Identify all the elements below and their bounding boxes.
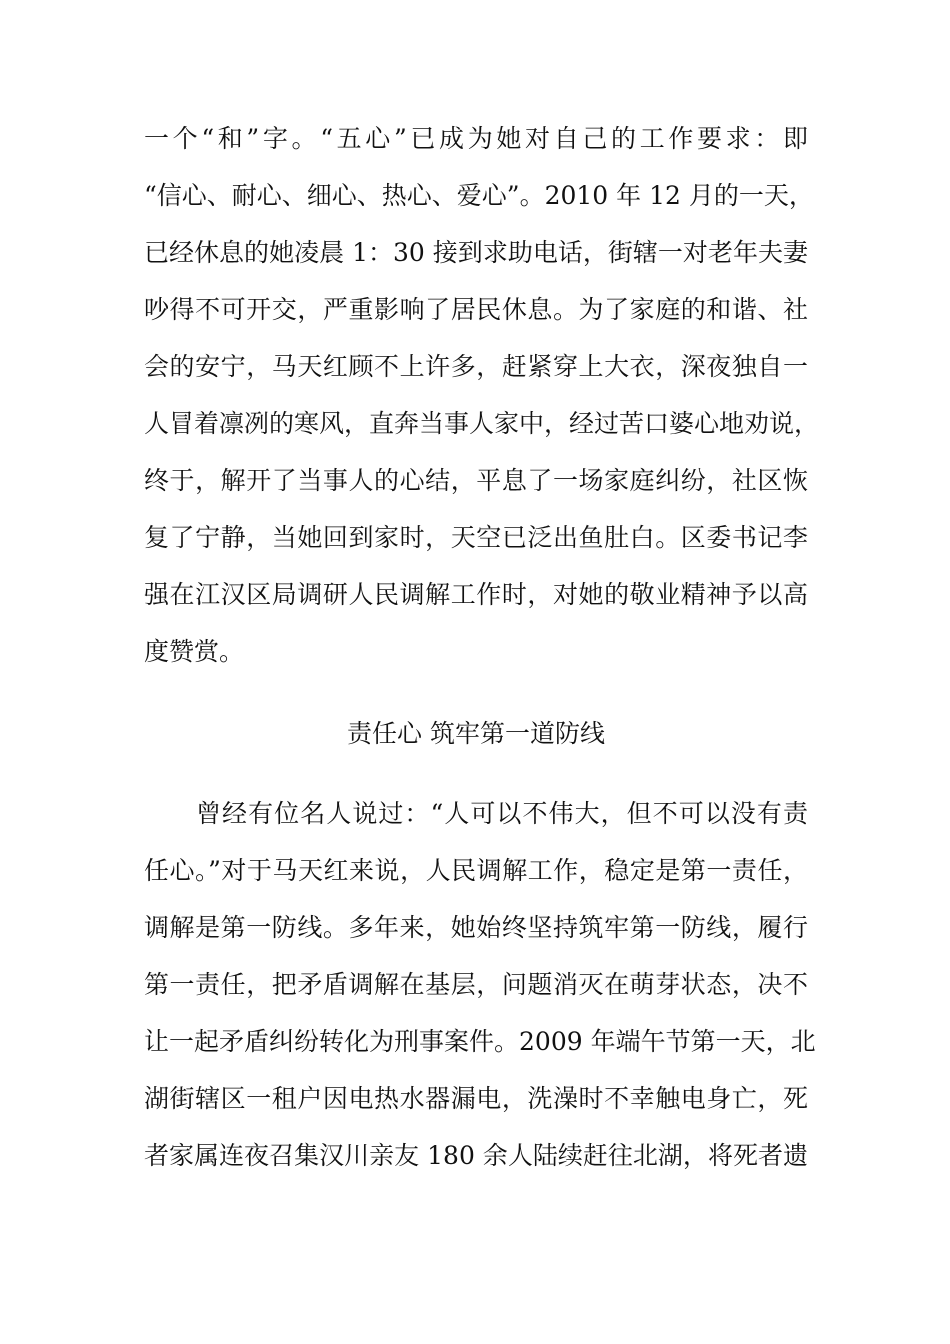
paragraph-2-line-4: 第一责任，把矛盾调解在基层，问题消灭在萌芽状态，决不 — [144, 970, 808, 999]
paragraph-1-line-3: 已经休息的她凌晨 1：30 接到求助电话，街辖一对老年夫妻 — [144, 238, 808, 267]
paragraph-2-line-2: 任心。”对于马天红来说，人民调解工作，稳定是第一责任， — [144, 856, 808, 885]
paragraph-2-line-6: 湖街辖区一租户因电热水器漏电，洗澡时不幸触电身亡，死 — [144, 1084, 808, 1113]
paragraph-1-line-10: 度赞赏。 — [144, 637, 245, 666]
section-heading: 责任心 筑牢第一道防线 — [347, 719, 605, 748]
paragraph-1-line-5: 会的安宁，马天红顾不上许多，赶紧穿上大衣，深夜独自一 — [144, 352, 808, 381]
paragraph-1-line-1: 一个“和”字。“五心”已成为她对自己的工作要求：即 — [144, 124, 808, 153]
paragraph-2-line-1: 曾经有位名人说过：“人可以不伟大，但不可以没有责 — [196, 799, 808, 828]
paragraph-1-line-6: 人冒着凛冽的寒风，直奔当事人家中，经过苦口婆心地劝说， — [144, 409, 820, 438]
paragraph-1-line-9: 强在江汉区局调研人民调解工作时，对她的敬业精神予以高 — [144, 580, 808, 609]
paragraph-1-line-4: 吵得不可开交，严重影响了居民休息。为了家庭的和谐、社 — [144, 295, 808, 324]
paragraph-1-line-2: “信心、耐心、细心、热心、爱心”。2010 年 12 月的一天， — [144, 181, 814, 210]
paragraph-1-line-8: 复了宁静，当她回到家时，天空已泛出鱼肚白。区委书记李 — [144, 523, 808, 552]
paragraph-1-line-7: 终于，解开了当事人的心结，平息了一场家庭纠纷，社区恢 — [144, 466, 808, 495]
paragraph-2-line-5: 让一起矛盾纠纷转化为刑事案件。2009 年端午节第一天，北 — [144, 1027, 816, 1056]
paragraph-2-line-3: 调解是第一防线。多年来，她始终坚持筑牢第一防线，履行 — [144, 913, 808, 942]
paragraph-2-line-7: 者家属连夜召集汉川亲友 180 余人陆续赶往北湖，将死者遗 — [144, 1141, 808, 1170]
